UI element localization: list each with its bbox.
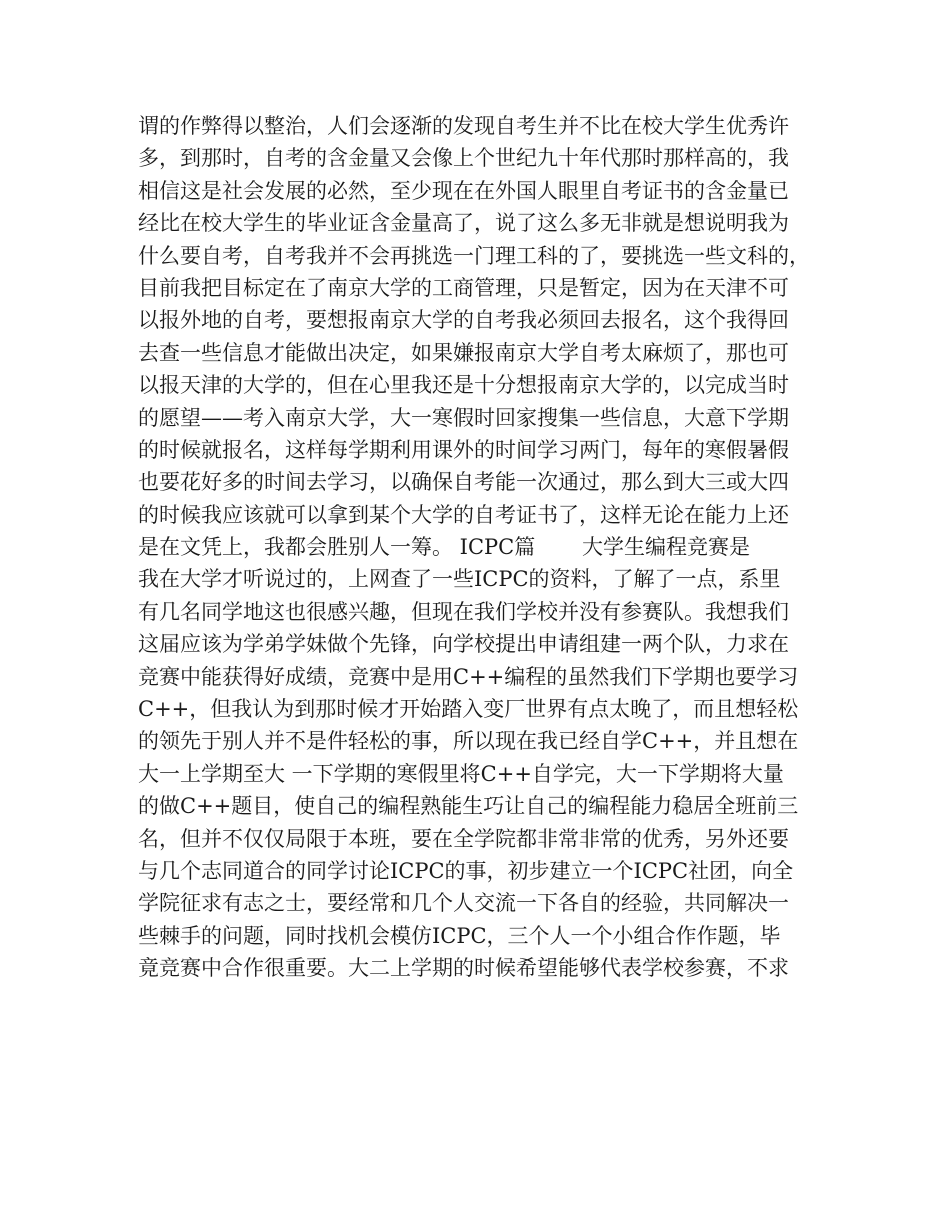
text-line: 目前我把目标定在了南京大学的工商管理，只是暂定，因为在天津不可 xyxy=(138,275,789,300)
text-line: 大一上学期至大 一下学期的寒假里将C++自学完，大一下学期将大量 xyxy=(138,761,784,786)
text-line: 的时候我应该就可以拿到某个大学的自考证书了，这样无论在能力上还 xyxy=(138,502,789,527)
text-line: 什么要自考，自考我并不会再挑选一门理工科的了，要挑选一些文科的， xyxy=(138,243,810,268)
text-line: 以报外地的自考，要想报南京大学的自考我必须回去报名，这个我得回 xyxy=(138,308,789,333)
text-line: 经比在校大学生的毕业证含金量高了，说了这么多无非就是想说明我为 xyxy=(138,211,789,236)
body-text xyxy=(138,110,828,985)
text-line: 谓的作弊得以整治，人们会逐渐的发现自考生并不比在校大学生优秀许 xyxy=(138,114,789,138)
text-line: 与几个志同道合的同学讨论ICPC的事，初步建立一个ICPC社团，向全 xyxy=(138,858,794,883)
text-line: 我在大学才听说过的，上网查了一些ICPC的资料，了解了一点，系里 xyxy=(138,567,781,592)
text-line: 是在文凭上，我都会胜别人一筹。 ICPC篇 大学生编程竞赛是 xyxy=(138,535,750,560)
text-line: 有几名同学地这也很感兴趣，但现在我们学校并没有参赛队。我想我们 xyxy=(138,599,789,624)
text-line: C++，但我认为到那时候才开始踏入变厂世界有点太晚了，而且想轻松 xyxy=(138,697,799,722)
text-line: 也要花好多的时间去学习，以确保自考能一次通过，那么到大三或大四 xyxy=(138,470,789,495)
text-line: 去查一些信息才能做出决定，如果嫌报南京大学自考太麻烦了，那也可 xyxy=(138,340,789,365)
text-line: 多，到那时，自考的含金量又会像上个世纪九十年代那时那样高的，我 xyxy=(138,146,789,171)
text-line: 这届应该为学弟学妹做个先锋，向学校提出申请组建一两个队，力求在 xyxy=(138,632,789,657)
text-line: 学院征求有志之士，要经常和几个人交流一下各自的经验，共同解决一 xyxy=(138,891,789,916)
text-line: 些棘手的问题，同时找机会模仿ICPC，三个人一个小组合作作题，毕 xyxy=(138,923,781,948)
text-line: 竟竞赛中合作很重要。大二上学期的时候希望能够代表学校参赛，不求 xyxy=(138,956,789,981)
text-line: 的领先于别人并不是件轻松的事，所以现在我已经自学C++，并且想在 xyxy=(138,729,799,754)
text-line: 的做C++题目，使自己的编程熟能生巧让自己的编程能力稳居全班前三 xyxy=(138,794,799,819)
text-line: 以报天津的大学的，但在心里我还是十分想报南京大学的，以完成当时 xyxy=(138,373,789,398)
text-line: 竞赛中能获得好成绩，竞赛中是用C++编程的虽然我们下学期也要学习 xyxy=(138,664,799,689)
text-line: 相信这是社会发展的必然，至少现在在外国人眼里自考证书的含金量已 xyxy=(138,178,789,203)
text-line: 名，但并不仅仅局限于本班，要在全学院都非常非常的优秀，另外还要 xyxy=(138,826,789,851)
text-line: 的愿望——考入南京大学，大一寒假时回家搜集一些信息，大意下学期 xyxy=(138,405,789,430)
text-line: 的时候就报名，这样每学期利用课外的时间学习两门，每年的寒假暑假 xyxy=(138,437,789,462)
